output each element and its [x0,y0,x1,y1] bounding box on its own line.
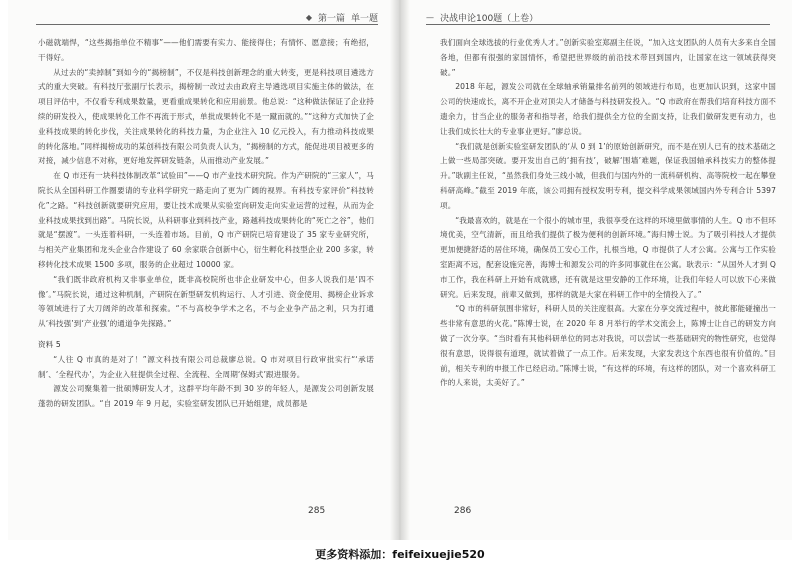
paragraph: 在 Q 市还有一块科技体制改革“试验田”——Q 市产业技术研究院。作为产研院的“三家人”，马院长从全国科研工作圈要请的专业科学研究一路走向了更为广阔的视界。有科技专家评价“科技转化”之路。“科技创新就要研究应用，要让技术成果从实验室向研发走向实业运营的过程，从而为企业科技成果找到出路”。马院长说，从科研事业到科技产业，路越科技成果转化的“死亡之谷”，他们就是“摆渡”。一头连着科研，一头连着市场。目前，Q 市产研院已培育建设了 35 家专业研究所，与相关产业集团和龙头企业合作建设了 60 余家联合创新中心，衍生孵化科技型企业 200 多家，转移转化技术成果 1500 多项，服务的企业超过 10000 家。 [38,171,374,269]
header-dash-icon: — [426,12,434,22]
header-book-title: 决战申论100题（上卷） [440,13,539,24]
right-page-header [426,10,538,24]
page-number: 285 [308,506,326,516]
paragraph: “人往 Q 市真的是对了！”源文科技有限公司总裁廖总说。Q 市对项目行政审批实行“‘承诺制’、‘全程代办’，为企业入驻提供全过程、全流程、全周期‘保姆式’跟进服务。 [38,354,374,379]
paragraph: “Q 市的科研氛围非常好，科研人员的关注度很高。大家在分享交流过程中，彼此都能碰撞出一些非常有意思的火花。”陈博士说，在 2020 年 8 月举行的学术交流会上，陈博士让自己的研发方向做了一次分享。“当时看有其他科研单位的同志对我说，可以尝试一些基础研究的物性研究，也觉得很有意思，说得很有道理，就试着做了一点工作。后来发现，大家发表这个东西也很有价值的。”目前，相关专利的申报工作已经启动。”陈博士说，“有这样的环境，有这样的团队，对一个喜欢科研工作的人来说，太美好了。” [440,304,776,388]
header-section: 单一题 [350,13,378,24]
paragraph: 从过去的“卖掉制”到如今的“揭榜制”，不仅是科技创新理念的重大转变，更是科技项目遴选方式的重大突破。有科技厅张副厅长表示，揭榜制一改过去由政府主导遴选项目实施主体的做法，在项目评估中，不仅看专利成果数量，更看重成果转化和应用前景。他总说：“这种做法保证了企业持续的研发投入，使成果转化工作不再流于形式，单批成果转化不是一蹴而就的。”“这种方式加快了企业科技成果的转化步伐，关注成果转化的科技力量，为企业注入 10 亿元投入，有力推动科技成果的转化落地。”同样揭榜成功的某创科技有限公司负责人认为，“揭榜制的方式，能促进项目被更多的对接，减少信息不对称，更好地发挥研发链条，从而推动产业发展。” [38,67,374,166]
right-page-body [440,36,776,391]
paragraph: “我最喜欢的，就是在一个很小的城市里，我很享受在这样的环境里做事情的人生。Q 市不但环境优美，空气清新，而且给我们提供了极为便利的创新环境。”海归博士说。为了吸引科技人才提供更加便捷舒适的居住环境，确保员工安心工作，扎根当地，Q 市提供了人才公寓。公寓与工作实验室距离不远，配套设施完善，海博士和源发公司的许多同事就住在公寓。耿表示：“从国外人才到 Q 市工作，我在科研上开始有成就感，还有就是这里安静的工作环境，让我们年轻人可以放下心来做研究。后来发现，前辈又做到，那样的就是大家在科研工作中的全情投入了。” [440,215,776,299]
left-page [8,0,390,540]
paragraph: 2018 年起，源发公司就在全球轴承销量排名前列的领域进行布局，也更加认识到，这家中国公司的快速成长，离不开企业对顶尖人才储备与科技研发投入。“Q 市政府在帮我们培育科技方面不遗余力，甘当企业的服务者和指导者，给我们提供全方位的全面支持，让我们做研发更有动力，也让我们成长壮大的专业事业更好。”廖总说。 [440,82,776,136]
header-divider [36,24,378,25]
header-bullet-icon: ◆ [305,12,312,22]
paragraph: “我们既非政府机构又非事业单位，既非高校院所也非企业研发中心，但多人说我们是‘四不像’。”马院长说，通过这种机制，产研院在新型研发机构运行、人才引进、资金使用、揭榜企业诉求等领域进行了大刀阔斧的改革和探索。“不与高校争学术之名，不与企业争产品之利，只为打通从‘科技强’到‘产业强’的通道争先探路。” [38,274,374,329]
left-page-body [38,36,374,412]
paragraph: “我们就是创新实验室研发团队的‘从 0 到 1’的原始创新研究，而不是在别人已有的技术基础之上做一些局部突破。要开发出自己的‘拥有技’，破解‘围墙’难题，保证我国轴承科技实力的整体提升。”耿副主任说，“虽然我们身处三线小城，但我们与国内外的一流科研机构、高等院校一起在攀登科研高峰。”截至 2019 年底，该公司拥有授权发明专利，提交科学成果领域国内外专利合计 5397 项。 [440,141,776,210]
paragraph: 我们面向全球选拔的行业优秀人才。”创新实验室郑副主任说，“加入这支团队的人员有大多来自全国各地，但都有很强的家国情怀，希望把世界级的前沿技术带回到国内，让国家在这一领域获得突破。” [440,38,776,77]
header-part: 第一篇 [317,13,345,24]
right-page [410,0,792,540]
material-heading: 资料 5 [38,339,61,349]
left-page-header [306,10,378,24]
paragraph: 小磁就端悍，“这些揭指单位不精事”——他们需要有实力、能接得住；有情怀、愿意接；有绝招，干得好。 [38,38,374,62]
header-divider [426,24,770,25]
page-number: 286 [454,506,472,516]
paragraph: 源发公司聚集着一批硕博研发人才，这群平均年龄不到 30 岁的年轻人，是源发公司创新发展蓬勃的研发团队。“自 2019 年 9 月起，实验室研发团队已开始组建，成员都是 [38,384,374,409]
footer-contact-note: 更多资料添加：feifeixuejie520 [315,548,485,561]
book-gutter [390,0,410,540]
